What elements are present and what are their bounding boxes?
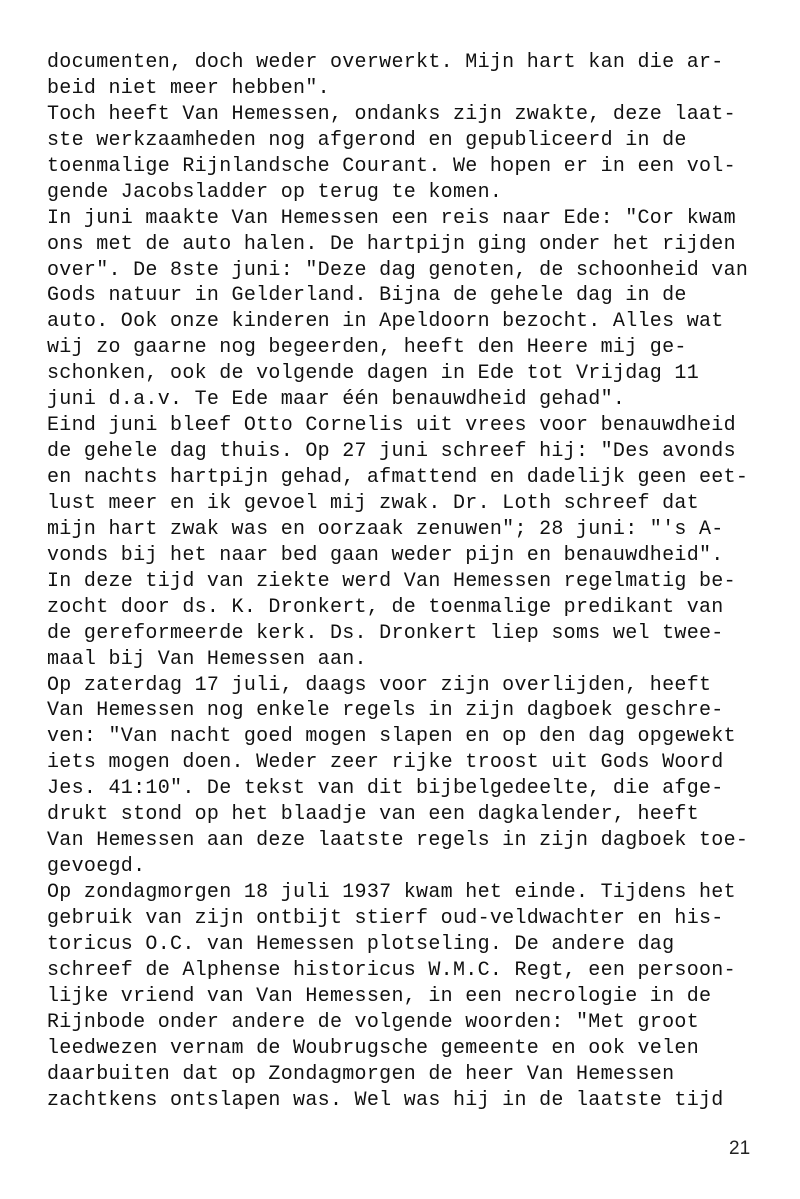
text-line: gende Jacobsladder op terug te komen. (47, 180, 503, 204)
text-line: Jes. 41:10". De tekst van dit bijbelgedeelte, die afge- (47, 777, 724, 801)
text-line: Gods natuur in Gelderland. Bijna de gehele dag in de (47, 284, 687, 308)
text-line: ste werkzaamheden nog afgerond en gepubliceerd in de (47, 128, 687, 152)
text-line: toricus O.C. van Hemessen plotseling. De andere dag (47, 932, 675, 956)
text-line: wij zo gaarne nog begeerden, heeft den Heere mij ge- (47, 336, 687, 360)
text-line: Rijnbode onder andere de volgende woorden: "Met groot (47, 1010, 700, 1034)
text-line: en nachts hartpijn gehad, afmattend en dadelijk geen eet- (47, 466, 749, 489)
page-number: 21 (729, 1138, 751, 1159)
text-line: ven: "Van nacht goed mogen slapen en op den dag opgewekt (47, 725, 736, 749)
text-line: Van Hemessen aan deze laatste regels in zijn dagboek toe- (47, 829, 749, 853)
text-line: mijn hart zwak was en oorzaak zenuwen"; 28 juni: "'s A- (47, 517, 724, 541)
text-line: gebruik van zijn ontbijt stierf oud-veldwachter en his- (47, 906, 724, 930)
text-line: auto. Ook onze kinderen in Apeldoorn bezocht. Alles wat (47, 310, 724, 334)
text-line: lust meer en ik gevoel mij zwak. Dr. Loth schreef dat (47, 491, 700, 515)
text-line: gevoegd. (47, 855, 146, 879)
text-line: toenmalige Rijnlandsche Courant. We hopen er in een vol- (47, 154, 736, 178)
text-line: beid niet meer hebben". (47, 76, 330, 100)
text-line: Toch heeft Van Hemessen, ondanks zijn zwakte, deze laat- (47, 102, 736, 126)
text-line: schreef de Alphense historicus W.M.C. Regt, een persoon- (47, 958, 736, 982)
text-line: Eind juni bleef Otto Cornelis uit vrees voor benauwdheid (47, 414, 736, 438)
text-line: juni d.a.v. Te Ede maar één benauwdheid gehad". (47, 388, 626, 412)
text-line: iets mogen doen. Weder zeer rijke troost uit Gods Woord (47, 751, 724, 775)
text-line: zocht door ds. K. Dronkert, de toenmalige predikant van (47, 595, 724, 619)
text-line: leedwezen vernam de Woubrugsche gemeente en ook velen (47, 1036, 700, 1060)
text-line: Op zaterdag 17 juli, daags voor zijn overlijden, heeft (47, 673, 712, 697)
text-line: de gehele dag thuis. Op 27 juni schreef hij: "Des avonds (47, 440, 736, 464)
text-line: de gereformeerde kerk. Ds. Dronkert liep soms wel twee- (47, 621, 724, 645)
text-line: In juni maakte Van Hemessen een reis naar Ede: "Cor kwam (47, 206, 736, 230)
text-line: Op zondagmorgen 18 juli 1937 kwam het einde. Tijdens het (47, 881, 736, 904)
text-line: maal bij Van Hemessen aan. (47, 647, 367, 671)
text-line: schonken, ook de volgende dagen in Ede tot Vrijdag 11 (47, 362, 700, 386)
text-line: daarbuiten dat op Zondagmorgen de heer Van Hemessen (47, 1062, 675, 1086)
text-line: vonds bij het naar bed gaan weder pijn en benauwdheid". (47, 543, 724, 567)
text-line: Van Hemessen nog enkele regels in zijn dagboek geschre- (47, 699, 724, 723)
text-line: over". De 8ste juni: "Deze dag genoten, de schoonheid van (47, 258, 749, 282)
text-line: documenten, doch weder overwerkt. Mijn hart kan die ar- (47, 51, 724, 74)
text-line: drukt stond op het blaadje van een dagkalender, heeft (47, 803, 700, 827)
text-line: zachtkens ontslapen was. Wel was hij in de laatste tijd (47, 1088, 724, 1112)
body-text (47, 50, 787, 1113)
text-line: lijke vriend van Van Hemessen, in een necrologie in de (47, 984, 712, 1008)
text-line: In deze tijd van ziekte werd Van Hemessen regelmatig be- (47, 569, 736, 593)
text-line: ons met de auto halen. De hartpijn ging onder het rijden (47, 232, 736, 256)
